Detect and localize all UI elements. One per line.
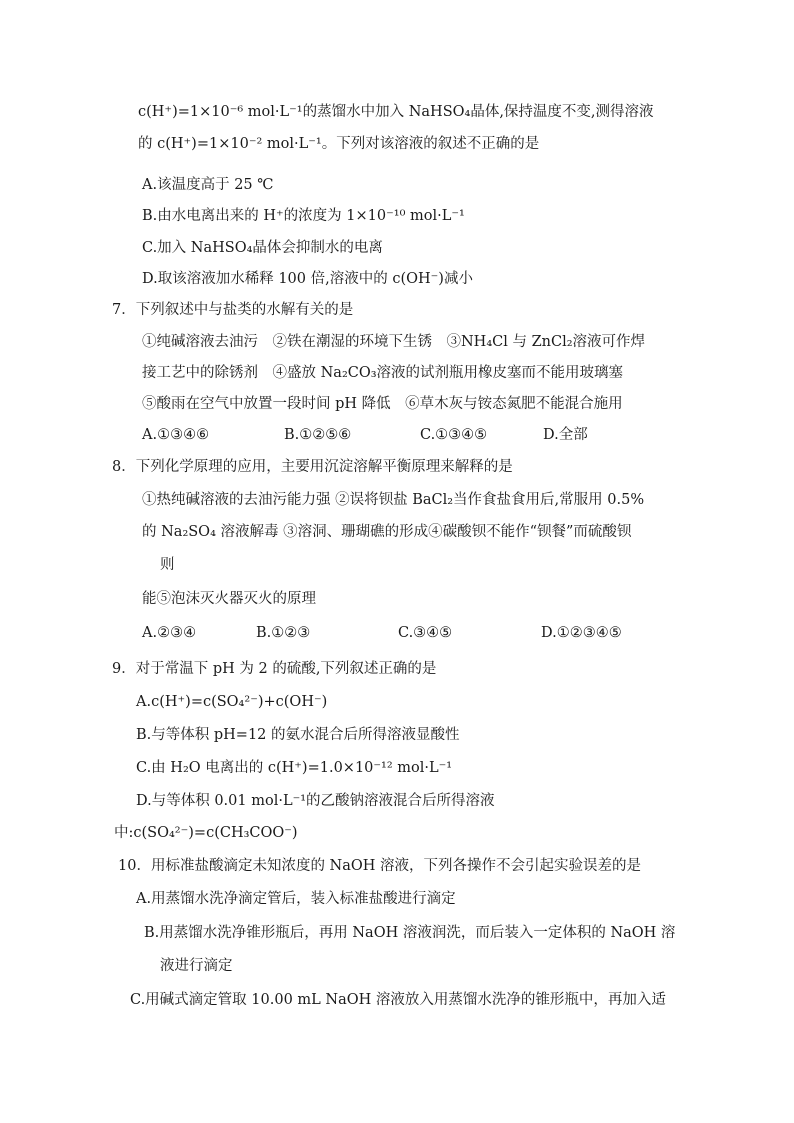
q7-statement-line-2: 接工艺中的除锈剂 ④盛放 Na₂CO₃溶液的试剂瓶用橡皮塞而不能用玻璃塞 <box>142 365 624 381</box>
q9-option-a: A.c(H⁺)=c(SO₄²⁻)+c(OH⁻) <box>136 694 328 710</box>
q7-statement-line-3: ⑤酸雨在空气中放置一段时间 pH 降低 ⑥草木灰与铵态氮肥不能混合施用 <box>142 396 623 412</box>
q9-option-d-continuation: 中:c(SO₄²⁻)=c(CH₃COO⁻) <box>114 825 298 841</box>
q6-option-b: B.由水电离出来的 H⁺的浓度为 1×10⁻¹⁰ mol·L⁻¹ <box>142 208 465 224</box>
q8-option-a: A.②③④ <box>142 625 197 641</box>
q8-option-b: B.①②③ <box>256 625 311 641</box>
q10-option-c: C.用碱式滴定管取 10.00 mL NaOH 溶液放入用蒸馏水洗净的锥形瓶中，再加入适 <box>130 992 666 1008</box>
q8-statement-line-4: 能⑤泡沫灭火器灭火的原理 <box>142 591 316 607</box>
q9-stem: 9．对于常温下 pH 为 2 的硫酸,下列叙述正确的是 <box>112 661 437 677</box>
q6-option-d: D.取该溶液加水稀释 100 倍,溶液中的 c(OH⁻)减小 <box>142 271 473 287</box>
q10-option-b-continuation: 液进行滴定 <box>160 958 233 974</box>
q8-statement-line-3: 则 <box>160 557 175 573</box>
q9-option-d: D.与等体积 0.01 mol·L⁻¹的乙酸钠溶液混合后所得溶液 <box>136 793 495 809</box>
q7-option-a: A.①③④⑥ <box>142 427 210 443</box>
q6-option-a: A.该温度高于 25 ℃ <box>142 177 274 193</box>
q8-stem: 8．下列化学原理的应用，主要用沉淀溶解平衡原理来解释的是 <box>112 459 513 475</box>
q8-statement-line-1: ①热纯碱溶液的去油污能力强 ②误将钡盐 BaCl₂当作食盐食用后,常服用 0.5% <box>142 492 645 508</box>
q7-option-b: B.①②⑤⑥ <box>284 427 352 443</box>
q7-statement-line-1: ①纯碱溶液去油污 ②铁在潮湿的环境下生锈 ③NH₄Cl 与 ZnCl₂溶液可作焊 <box>142 334 646 350</box>
q7-stem: 7．下列叙述中与盐类的水解有关的是 <box>112 302 354 318</box>
q10-option-a: A.用蒸馏水洗净滴定管后，装入标准盐酸进行滴定 <box>136 891 456 907</box>
q6-stem-line-2: 的 c(H⁺)=1×10⁻² mol·L⁻¹。下列对该溶液的叙述不正确的是 <box>138 136 540 152</box>
q8-statement-line-2: 的 Na₂SO₄ 溶液解毒 ③溶洞、珊瑚礁的形成④碳酸钡不能作“钡餐”而硫酸钡 <box>142 524 632 540</box>
q10-option-b: B.用蒸馏水洗净锥形瓶后，再用 NaOH 溶液润洗，而后装入一定体积的 NaOH 溶 <box>144 925 676 941</box>
q7-option-d: D.全部 <box>543 427 588 443</box>
q8-option-c: C.③④⑤ <box>398 625 453 641</box>
q10-stem: 10．用标准盐酸滴定未知浓度的 NaOH 溶液，下列各操作不会引起实验误差的是 <box>118 858 642 874</box>
q8-option-d: D.①②③④⑤ <box>541 625 622 641</box>
q9-option-c: C.由 H₂O 电离出的 c(H⁺)=1.0×10⁻¹² mol·L⁻¹ <box>136 760 453 776</box>
q6-stem-line-1: c(H⁺)=1×10⁻⁶ mol·L⁻¹的蒸馏水中加入 NaHSO₄晶体,保持温度不变,测得溶液 <box>138 104 654 120</box>
q6-option-c: C.加入 NaHSO₄晶体会抑制水的电离 <box>142 240 383 256</box>
q9-option-b: B.与等体积 pH=12 的氨水混合后所得溶液显酸性 <box>136 727 460 743</box>
q7-option-c: C.①③④⑤ <box>420 427 488 443</box>
